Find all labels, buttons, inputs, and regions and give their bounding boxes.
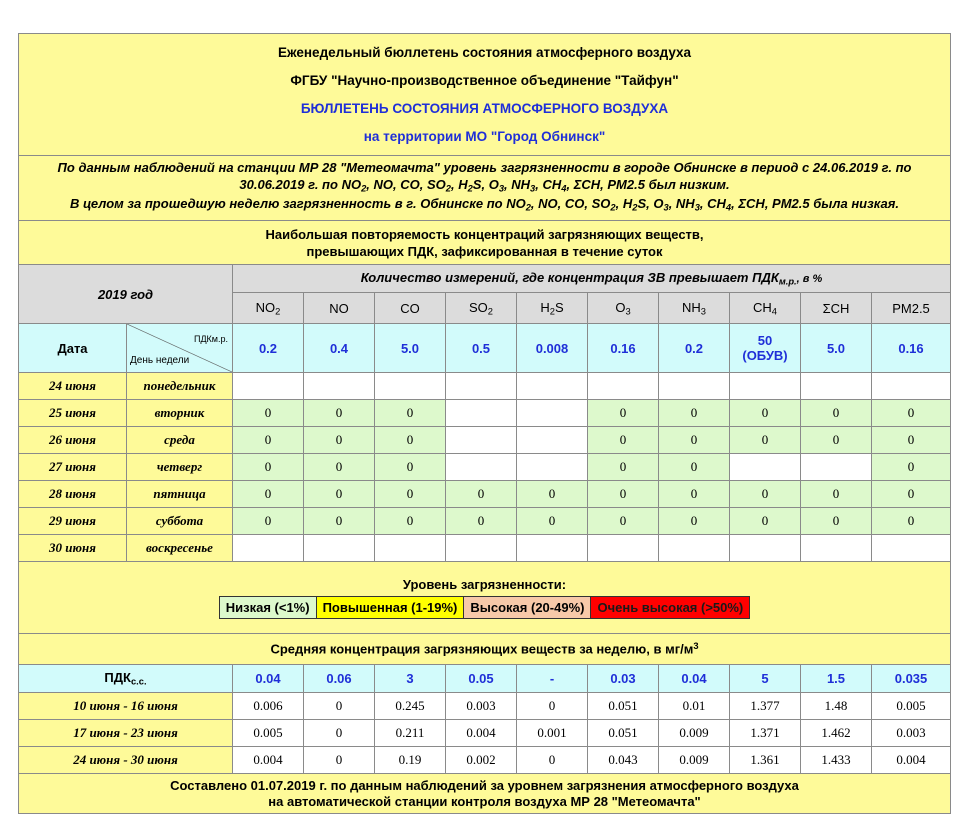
avg-period: 24 июня - 30 июня	[19, 747, 233, 774]
avg-value: 0.005	[233, 720, 304, 747]
daily-value	[233, 373, 304, 400]
bulletin	[18, 33, 950, 814]
daily-value: 0	[588, 508, 659, 535]
level-legend-boxes	[219, 596, 751, 619]
daily-value: 0	[517, 508, 588, 535]
daily-value: 0	[730, 481, 801, 508]
daily-value: 0	[375, 400, 446, 427]
daily-date: 27 июня	[19, 454, 127, 481]
daily-value: 0	[233, 427, 304, 454]
daily-value	[446, 400, 517, 427]
daily-date: 25 июня	[19, 400, 127, 427]
daily-weekday: понедельник	[127, 373, 233, 400]
daily-weekday: вторник	[127, 400, 233, 427]
daily-value: 0	[446, 508, 517, 535]
daily-value: 0	[801, 481, 872, 508]
daily-value: 0	[872, 481, 951, 508]
daily-value: 0	[588, 481, 659, 508]
daily-value	[517, 454, 588, 481]
pdk-cc-value: 0.04	[233, 665, 304, 693]
daily-value: 0	[588, 454, 659, 481]
daily-value: 0	[659, 508, 730, 535]
daily-value: 0	[233, 481, 304, 508]
daily-value: 0	[588, 400, 659, 427]
summary-p2-a: В целом за прошедшую неделю загрязненность в г. Обнинске по	[70, 196, 507, 212]
daily-value	[588, 535, 659, 562]
daily-value	[375, 373, 446, 400]
count-label: Количество измерений, где концентрация ЗВ превышает $ПДК_{м.р.}$, в %	[233, 265, 951, 293]
daily-row	[19, 400, 951, 427]
daily-row	[19, 454, 951, 481]
repeat-title-line-1: Наибольшая повторяемость концентраций загрязняющих веществ,	[265, 226, 704, 242]
date-label: Дата	[19, 324, 127, 373]
avg-value: 0	[304, 720, 375, 747]
pdk-cc-value: 0.035	[872, 665, 951, 693]
avg-value: 1.48	[801, 693, 872, 720]
daily-value	[659, 373, 730, 400]
daily-value: 0	[233, 508, 304, 535]
daily-value: 0	[375, 454, 446, 481]
pollutant-header: PM2.5	[872, 293, 951, 324]
summary-p1-a: По данным наблюдений на станции МР 28 "Метеомачта" уровень загрязненности в городе Обнинске в период с 24.06.2019 г. по 30.06.2019 г. по	[57, 160, 912, 192]
daily-value	[517, 427, 588, 454]
daily-value: 0	[304, 481, 375, 508]
level-title: Уровень загрязненности:	[402, 576, 567, 592]
pollutant-header: $CH_4$	[730, 293, 801, 324]
daily-value	[233, 535, 304, 562]
header-line-2: ФГБУ "Научно-производственное объединение "Тайфун"	[290, 72, 679, 88]
avg-value: 0	[517, 747, 588, 774]
daily-value: 0	[730, 400, 801, 427]
pdk-cc-value: 1.5	[801, 665, 872, 693]
diagonal-header	[127, 324, 233, 373]
daily-row	[19, 373, 951, 400]
pollutant-header: $O_3$	[588, 293, 659, 324]
daily-value	[304, 373, 375, 400]
pdk-mr-value: 0.2	[659, 324, 730, 373]
daily-row	[19, 481, 951, 508]
pdk-mr-value: 5.0	[375, 324, 446, 373]
daily-value: 0	[304, 454, 375, 481]
daily-value: 0	[304, 400, 375, 427]
repeat-title-line-2: превышающих ПДК, зафиксированная в течение суток	[306, 243, 663, 259]
pollutant-header: $H_2S$	[517, 293, 588, 324]
daily-value	[304, 535, 375, 562]
daily-value: 0	[588, 427, 659, 454]
daily-value: 0	[872, 454, 951, 481]
daily-value	[801, 454, 872, 481]
year-label: 2019 год	[19, 265, 233, 324]
pollutant-header: $NH_3$	[659, 293, 730, 324]
repeat-title	[19, 221, 951, 265]
summary	[19, 156, 951, 221]
avg-value: 0.004	[233, 747, 304, 774]
avg-value: 0.004	[872, 747, 951, 774]
avg-value: 0	[304, 693, 375, 720]
level-item: Высокая (20-49%)	[464, 597, 591, 618]
pdk-mr-value: 0.008	[517, 324, 588, 373]
avg-value: 0.043	[588, 747, 659, 774]
avg-row	[19, 747, 951, 774]
daily-value: 0	[304, 508, 375, 535]
avg-value: 1.433	[801, 747, 872, 774]
pdk-mr-value: 0.5	[446, 324, 517, 373]
daily-value: 0	[801, 508, 872, 535]
avg-period: 17 июня - 23 июня	[19, 720, 233, 747]
pdk-mr-value: 0.4	[304, 324, 375, 373]
daily-value: 0	[446, 481, 517, 508]
avg-value: 0.051	[588, 693, 659, 720]
daily-value	[659, 535, 730, 562]
avg-value: 0.001	[517, 720, 588, 747]
daily-value: 0	[517, 481, 588, 508]
avg-value: 0.009	[659, 747, 730, 774]
avg-value: 1.371	[730, 720, 801, 747]
avg-value: 0.01	[659, 693, 730, 720]
daily-date: 28 июня	[19, 481, 127, 508]
daily-date: 26 июня	[19, 427, 127, 454]
summary-p1-b: был низким.	[644, 176, 730, 192]
daily-date: 24 июня	[19, 373, 127, 400]
daily-value	[730, 373, 801, 400]
level-item: Очень высокая (>50%)	[591, 597, 749, 618]
daily-value	[872, 535, 951, 562]
daily-weekday: воскресенье	[127, 535, 233, 562]
pdk-cc-value: 0.03	[588, 665, 659, 693]
daily-value: 0	[659, 454, 730, 481]
daily-row	[19, 427, 951, 454]
daily-date: 30 июня	[19, 535, 127, 562]
daily-weekday: суббота	[127, 508, 233, 535]
daily-value: 0	[730, 508, 801, 535]
daily-value: 0	[872, 508, 951, 535]
footer	[19, 774, 951, 814]
daily-weekday: среда	[127, 427, 233, 454]
daily-weekday: пятница	[127, 481, 233, 508]
pdk-mr-value: 0.16	[872, 324, 951, 373]
daily-value: 0	[233, 400, 304, 427]
daily-row	[19, 535, 951, 562]
avg-value: 0.003	[872, 720, 951, 747]
daily-value: 0	[872, 400, 951, 427]
pdk-mr-row	[19, 324, 951, 373]
daily-value	[588, 373, 659, 400]
daily-value	[446, 427, 517, 454]
avg-value: 0.005	[872, 693, 951, 720]
avg-value: 1.377	[730, 693, 801, 720]
daily-value	[801, 535, 872, 562]
avg-title: Средняя концентрация загрязняющих веществ за неделю, в $мг/м^3$	[19, 634, 951, 665]
daily-value	[730, 535, 801, 562]
level-item: Низкая (<1%)	[220, 597, 317, 618]
pdk-mr-value: 5.0	[801, 324, 872, 373]
daily-weekday: четверг	[127, 454, 233, 481]
daily-value: 0	[872, 427, 951, 454]
daily-value	[517, 373, 588, 400]
daily-value	[446, 373, 517, 400]
pdk-cc-row	[19, 665, 951, 693]
header-line-4: на территории МО "Город Обнинск"	[363, 128, 606, 144]
daily-value	[446, 454, 517, 481]
daily-value	[872, 373, 951, 400]
daily-value	[801, 373, 872, 400]
avg-value: 0.051	[588, 720, 659, 747]
avg-period: 10 июня - 16 июня	[19, 693, 233, 720]
daily-row	[19, 508, 951, 535]
daily-value: 0	[375, 427, 446, 454]
daily-value	[375, 535, 446, 562]
daily-value	[446, 535, 517, 562]
avg-value: 0.004	[446, 720, 517, 747]
pdk-mr-value: 0.2	[233, 324, 304, 373]
pdk-mr-value: 50 (ОБУВ)	[730, 324, 801, 373]
daily-value: 0	[730, 427, 801, 454]
avg-value: 0	[517, 693, 588, 720]
daily-value: 0	[801, 427, 872, 454]
avg-value: 1.361	[730, 747, 801, 774]
daily-value: 0	[233, 454, 304, 481]
daily-value: 0	[659, 481, 730, 508]
avg-value: 1.462	[801, 720, 872, 747]
pdk-cc-value: 5	[730, 665, 801, 693]
pdk-cc-value: -	[517, 665, 588, 693]
level-legend	[19, 562, 951, 634]
daily-value: 0	[304, 427, 375, 454]
pdk-cc-label: $ПДК_{с.с.}$	[19, 665, 233, 693]
daily-value: 0	[375, 481, 446, 508]
bulletin-table	[18, 33, 951, 814]
daily-value: 0	[659, 427, 730, 454]
avg-value: 0.009	[659, 720, 730, 747]
diag-bottom-label: День недели	[130, 355, 190, 367]
daily-value: 0	[375, 508, 446, 535]
pollutant-header: ΣCH	[801, 293, 872, 324]
footer-line-1: Составлено 01.07.2019 г. по данным наблюдений за уровнем загрязнения атмосферного воздуха	[170, 777, 799, 793]
avg-value: 0	[304, 747, 375, 774]
avg-value: 0.19	[375, 747, 446, 774]
daily-date: 29 июня	[19, 508, 127, 535]
avg-value: 0.006	[233, 693, 304, 720]
daily-value: 0	[801, 400, 872, 427]
bulletin-header	[19, 34, 951, 156]
pollutant-header: $NO_2$	[233, 293, 304, 324]
daily-value	[517, 535, 588, 562]
avg-value: 0.002	[446, 747, 517, 774]
pdk-cc-value: 0.06	[304, 665, 375, 693]
pollutant-header: NO	[304, 293, 375, 324]
avg-value: 0.211	[375, 720, 446, 747]
summary-text	[19, 156, 950, 220]
avg-value: 0.245	[375, 693, 446, 720]
avg-row	[19, 720, 951, 747]
avg-value: 0.003	[446, 693, 517, 720]
daily-value	[517, 400, 588, 427]
daily-value	[730, 454, 801, 481]
header-line-3: БЮЛЛЕТЕНЬ СОСТОЯНИЯ АТМОСФЕРНОГО ВОЗДУХА	[300, 100, 669, 116]
summary-pollutants-1: $NO_2$, NO, CO, $SO_2$, $H_2S$, $O_3$, $NH_3$, $CH_4$, ΣCH, PM2.5	[341, 176, 645, 193]
pdk-cc-value: 3	[375, 665, 446, 693]
summary-p2-b: была низкая.	[809, 196, 899, 212]
pdk-mr-value: 0.16	[588, 324, 659, 373]
footer-line-2: на автоматической станции контроля воздуха МР 28 "Метеомачта"	[268, 793, 701, 809]
pollutant-header: $SO_2$	[446, 293, 517, 324]
level-item: Повышенная (1-19%)	[317, 597, 465, 618]
pollutant-header: CO	[375, 293, 446, 324]
pdk-cc-value: 0.04	[659, 665, 730, 693]
summary-pollutants-2: $NO_2$, NO, CO, $SO_2$, $H_2S$, $O_3$, $NH_3$, $CH_4$, ΣCH, PM2.5	[506, 196, 810, 213]
avg-row	[19, 693, 951, 720]
header-line-1: Еженедельный бюллетень состояния атмосферного воздуха	[278, 44, 692, 60]
daily-value: 0	[659, 400, 730, 427]
diag-top-label: ПДКм.р.	[193, 334, 228, 345]
pdk-cc-value: 0.05	[446, 665, 517, 693]
